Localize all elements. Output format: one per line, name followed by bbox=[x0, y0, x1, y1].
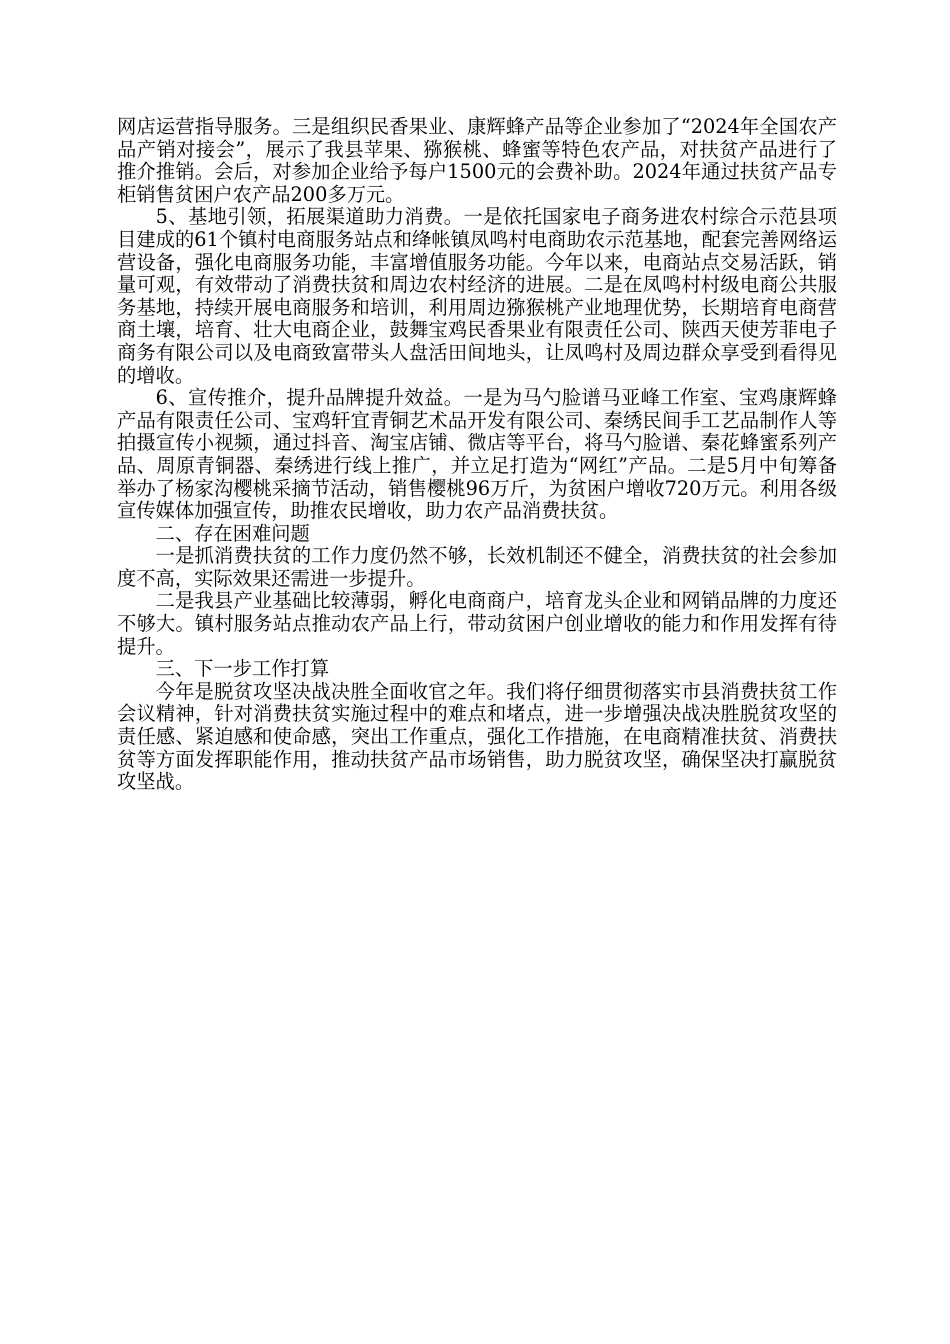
document-body bbox=[117, 116, 837, 794]
section-heading-2: 二、存在困难问题 bbox=[155, 521, 310, 545]
paragraph-4: 一是抓消费扶贫的工作力度仍然不够，长效机制还不健全，消费扶贫的社会参加度不高，实际效果还需进一步提升。 bbox=[117, 544, 837, 590]
paragraph-1: 网店运营指导服务。三是组织民香果业、康辉蜂产品等企业参加了“2024年全国农产品产销对接会”，展示了我县苹果、猕猴桃、蜂蜜等特色农产品，对扶贫产品进行了推介推销。会后，对参加企业给予每户1500元的会费补助。2024年通过扶贫产品专柜销售贫困户农产品200多万元。 bbox=[117, 115, 837, 206]
paragraph-5: 二是我县产业基础比较薄弱，孵化电商商户，培育龙头企业和网销品牌的力度还不够大。镇村服务站点推动农产品上行，带动贫困户创业增收的能力和作用发挥有待提升。 bbox=[117, 589, 837, 658]
paragraph-3: 6、宣传推介，提升品牌提升效益。一是为马勺脸谱马亚峰工作室、宝鸡康辉蜂产品有限责任公司、宝鸡轩宜青铜艺术品开发有限公司、秦绣民间手工艺品制作人等拍摄宣传小视频，通过抖音、淘宝店铺、微店等平台，将马勺脸谱、秦花蜂蜜系列产品、周原青铜器、秦绣进行线上推广，并立足打造为“网红”产品。二是5月中旬筹备举办了杨家沟樱桃采摘节活动，销售樱桃96万斤，为贫困户增收720万元。利用各级宣传媒体加强宣传，助推农民增收，助力农产品消费扶贫。 bbox=[117, 386, 837, 523]
paragraph-6: 今年是脱贫攻坚决战决胜全面收官之年。我们将仔细贯彻落实市县消费扶贫工作会议精神，针对消费扶贫实施过程中的难点和堵点，进一步增强决战决胜脱贫攻坚的责任感、紧迫感和使命感，突出工作重点，强化工作措施，在电商精准扶贫、消费扶贫等方面发挥职能作用，推动扶贫产品市场销售，助力脱贫攻坚，确保坚决打赢脱贫攻坚战。 bbox=[117, 679, 837, 794]
section-heading-3: 三、下一步工作打算 bbox=[155, 657, 330, 681]
paragraph-2: 5、基地引领，拓展渠道助力消费。一是依托国家电子商务进农村综合示范县项目建成的61个镇村电商服务站点和绛帐镇凤鸣村电商助农示范基地，配套完善网络运营设备，强化电商服务功能，丰富增值服务功能。今年以来，电商站点交易活跃，销量可观，有效带动了消费扶贫和周边农村经济的进展。二是在凤鸣村村级电商公共服务基地，持续开展电商服务和培训，利用周边猕猴桃产业地理优势，长期培育电商营商土壤，培育、壮大电商企业，鼓舞宝鸡民香果业有限责任公司、陕西天使芳菲电子商务有限公司以及电商致富带头人盘活田间地头，让凤鸣村及周边群众享受到看得见的增收。 bbox=[117, 205, 837, 387]
